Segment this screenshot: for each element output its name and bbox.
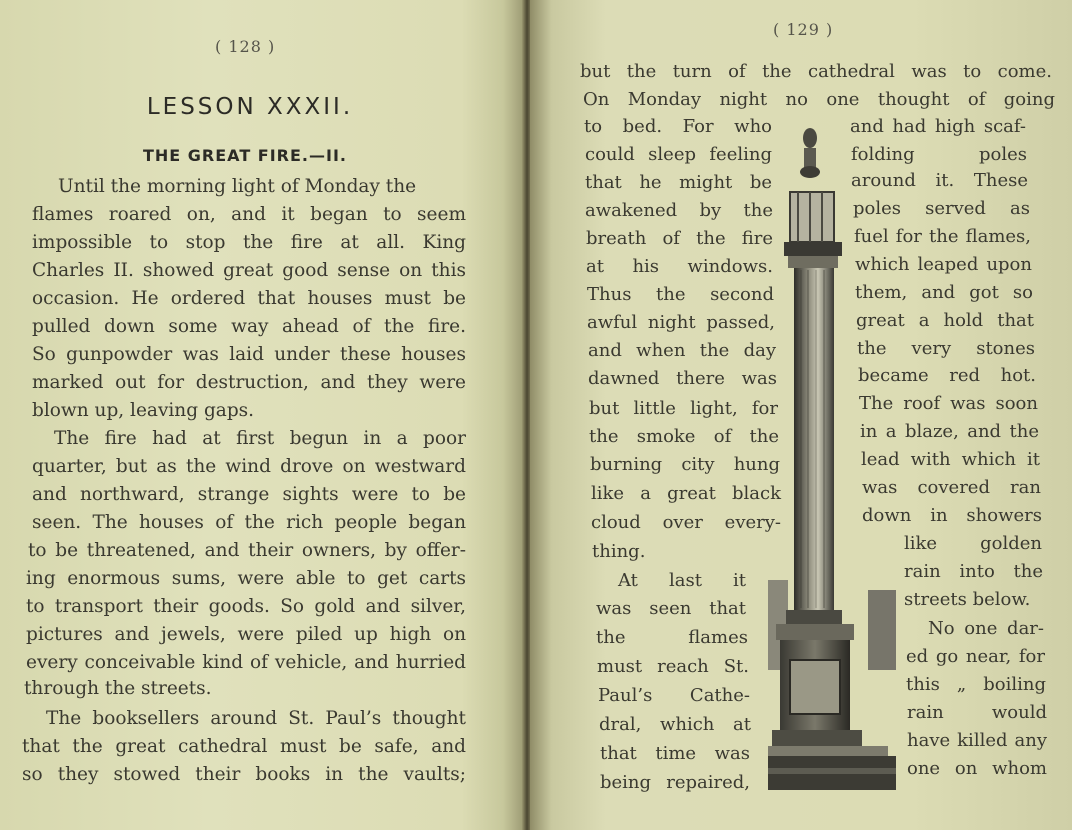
text-line: The booksellers around St. Paul’s thought xyxy=(46,708,466,729)
text-line: On Monday night no one thought of going xyxy=(583,89,1055,110)
text-line: marked out for destruction, and they were xyxy=(32,372,466,393)
text-line: flames roared on, and it began to seem xyxy=(32,204,466,225)
text-line: like golden xyxy=(904,533,1042,554)
text-line: became red hot. xyxy=(858,365,1036,386)
text-line: great a hold that xyxy=(856,310,1034,331)
text-line: ed go near, for xyxy=(906,646,1045,667)
text-line: burning city hung xyxy=(590,454,780,475)
text-line: that he might be xyxy=(585,172,772,193)
text-line: The fire had at first begun in a poor xyxy=(54,428,466,449)
text-line: have killed any xyxy=(907,730,1047,751)
text-line: around it. These xyxy=(851,170,1028,191)
text-line: Until the morning light of Monday the xyxy=(58,176,417,197)
text-line: dawned there was xyxy=(588,368,777,389)
text-line: dral, which at xyxy=(599,714,751,735)
text-line: the flames xyxy=(596,627,748,648)
text-line: Paul’s Cathe- xyxy=(598,685,750,706)
text-line: The roof was soon xyxy=(859,393,1038,414)
text-line: rain would xyxy=(907,702,1047,723)
text-line: but little light, for xyxy=(589,398,778,419)
text-line: streets below. xyxy=(904,589,1031,610)
text-line: lead with which it xyxy=(861,449,1040,470)
lesson-subtitle: THE GREAT FIRE.—II. xyxy=(142,146,347,165)
monument-column-illustration xyxy=(768,120,896,790)
text-line: breath of the fire xyxy=(586,228,773,249)
text-line: them, and got so xyxy=(855,282,1033,303)
text-line: being repaired, xyxy=(600,772,750,793)
text-line: awful night passed, xyxy=(587,312,775,333)
text-line: every conceivable kind of vehicle, and hurried xyxy=(26,652,466,673)
text-line: the smoke of the xyxy=(589,426,779,447)
text-line: So gunpowder was laid under these houses xyxy=(32,344,466,365)
text-line: No one dar- xyxy=(928,618,1044,639)
text-line: occasion. He ordered that houses must be xyxy=(32,288,466,309)
text-line: that time was xyxy=(600,743,750,764)
text-line: cloud over every- xyxy=(591,512,781,533)
text-line: down in showers xyxy=(862,505,1042,526)
text-line: impossible to stop the fire at all. King xyxy=(32,232,466,253)
text-line: pictures and jewels, were piled up high on xyxy=(26,624,466,645)
text-line: thing. xyxy=(592,541,646,562)
lesson-title: LESSON XXXII. xyxy=(146,94,354,120)
text-line: through the streets. xyxy=(24,678,212,699)
text-line: seen. The houses of the rich people began xyxy=(32,512,466,533)
text-line: rain into the xyxy=(904,561,1043,582)
text-line: blown up, leaving gaps. xyxy=(32,400,255,421)
text-line: and had high scaf- xyxy=(850,116,1026,137)
text-line: one on whom xyxy=(907,758,1047,779)
text-line: like a great black xyxy=(591,483,781,504)
text-line: which leaped upon xyxy=(855,254,1032,275)
text-line: that the great cathedral must be safe, and xyxy=(22,736,466,757)
text-line: fuel for the flames, xyxy=(854,226,1031,247)
text-line: could sleep feeling xyxy=(585,144,772,165)
text-line: the very stones xyxy=(857,338,1035,359)
text-line: to be threatened, and their owners, by offer- xyxy=(28,540,466,561)
left-page xyxy=(0,0,524,830)
text-line: must reach St. xyxy=(597,656,749,677)
text-line: and northward, strange sights were to be xyxy=(32,484,466,505)
text-line: pulled down some way ahead of the fire. xyxy=(32,316,466,337)
text-line: to bed. For who xyxy=(584,116,772,137)
text-line: At last it xyxy=(618,570,746,591)
text-line: Thus the second xyxy=(587,284,774,305)
text-line: but the turn of the cathedral was to come. xyxy=(580,61,1052,82)
text-line: and when the day xyxy=(588,340,776,361)
text-line: awakened by the xyxy=(585,200,773,221)
text-line: quarter, but as the wind drove on westward xyxy=(32,456,466,477)
text-line: ing enormous sums, were able to get carts xyxy=(26,568,466,589)
text-line: in a blaze, and the xyxy=(860,421,1039,442)
page-number-left: ( 128 ) xyxy=(215,37,276,56)
text-line: at his windows. xyxy=(586,256,773,277)
text-line: poles served as xyxy=(853,198,1030,219)
text-line: so they stowed their books in the vaults; xyxy=(22,764,466,785)
text-line: this „ boiling xyxy=(906,674,1046,695)
text-line: was covered ran xyxy=(862,477,1041,498)
text-line: folding poles xyxy=(851,144,1027,165)
page-number-right: ( 129 ) xyxy=(773,20,834,39)
text-line: to transport their goods. So gold and silver, xyxy=(26,596,466,617)
text-line: Charles II. showed great good sense on this xyxy=(32,260,466,281)
text-line: was seen that xyxy=(596,598,746,619)
